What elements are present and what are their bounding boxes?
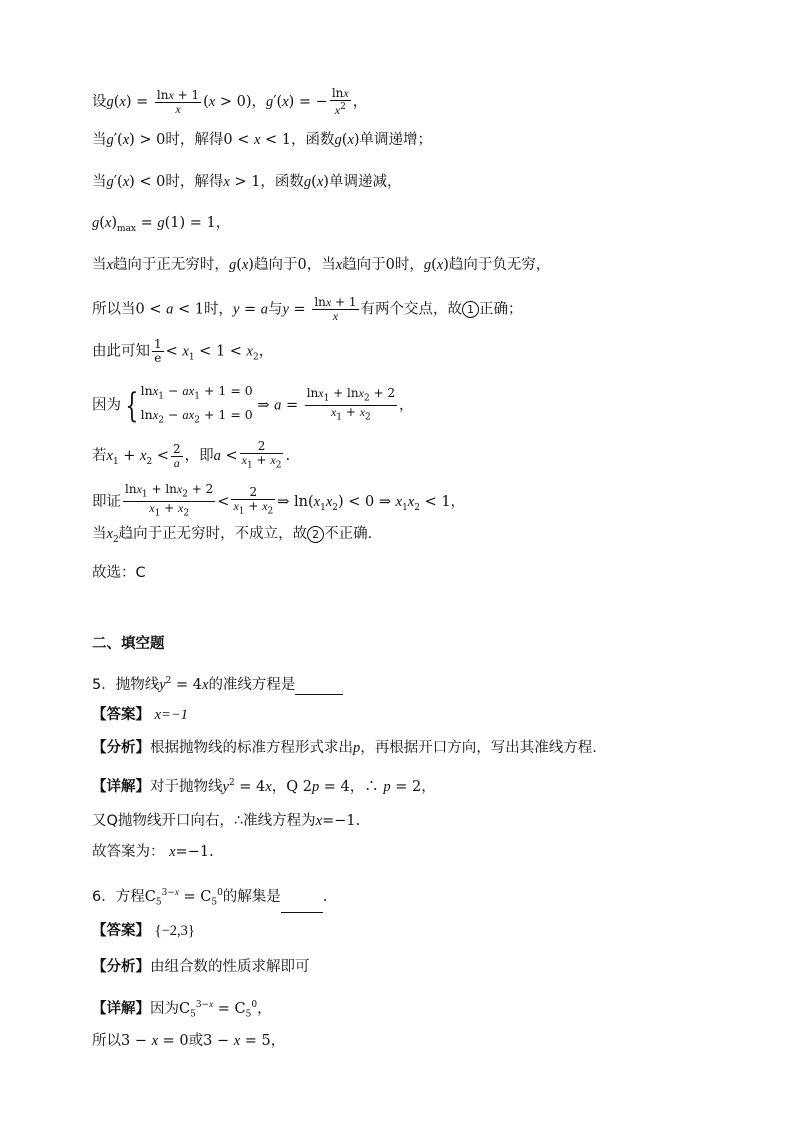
- line-system: 因为 { $\ln x_1 - ax_1 + 1 = 0$ $\ln x_2 - ax_2 + 1 = 0$ ⇒ a = $\frac{\ln x_1 + \ln x_2 + 2}{x_1 + x_2}$ ，: [92, 383, 414, 426]
- section-heading: 二、填空题: [92, 636, 165, 652]
- line-decreasing: 当g′(x) < 0时，解得x > 1，函数g(x)单调递减，: [92, 174, 402, 190]
- line-g-definition: 设g(x) = $\frac{\ln x + 1}{x}$ (x > 0)，g′(x) = − $\frac{\ln x}{x^2}$ ，: [92, 86, 368, 117]
- line-proof: 即证 $\frac{\ln x_1 + \ln x_2 + 2}{x_1 + x_2}$ < $\frac{2}{x_1 + x_2}$ ⇒ $\ln(x_1x_2) < 0$ ⇒ $x_1x_2 < 1$，: [92, 482, 466, 519]
- q6-answer: 【答案】 {−2,3}: [92, 923, 195, 939]
- line-if: 若$x_1 + x_2$ < $\frac{2}{a}$ ，即a < $\frac{2}{x_1 + x_2}$ .: [92, 439, 291, 471]
- line-intersections: 所以当0 < a < 1时，y = a与y = $\frac{\ln x + 1}{x}$ 有两个交点，故 1 正确；: [92, 295, 523, 323]
- q6-cases: 所以3 − x = 0或3 − x = 5，: [92, 1033, 286, 1049]
- q5-opens-right: 又Q抛物线开口向右，∴准线方程为x=−1.: [92, 813, 361, 829]
- q6-detail: 【详解】因为$C_5^{3-x} = C_5^0$，: [92, 999, 272, 1020]
- circled-one-icon: 1: [462, 301, 479, 318]
- q5-detail: 【详解】对于抛物线$y^2 = 4x$，Q 2p = 4，∴ p = 2，: [92, 778, 436, 795]
- answer-blank: [281, 898, 323, 913]
- line-range: 由此可知 $\frac{1}{e}$ < $x_1 < 1 < x_2$，: [92, 337, 274, 365]
- answer-blank: [295, 680, 343, 695]
- line-choice: 故选：C: [92, 565, 146, 581]
- q5-final: 故答案为： x=−1.: [92, 844, 214, 860]
- line-conclusion-two: 当$x_2$趋向于正无穷时，不成立，故 2 不正确.: [92, 526, 373, 545]
- circled-two-icon: 2: [307, 526, 324, 543]
- line-limits: 当x趋向于正无穷时，g(x)趋向于0，当x趋向于0时，g(x)趋向于负无穷，: [92, 257, 551, 273]
- q6-analysis: 【分析】由组合数的性质求解即可: [92, 959, 310, 975]
- line-gmax: $g(x)_{max} = g(1) = 1$，: [92, 215, 231, 234]
- q6-question: 6．方程$C_5^{3-x} = C_5^0$的解集是 .: [92, 882, 327, 913]
- q5-question: 5．抛物线$y^2 = 4x$的准线方程是: [92, 671, 343, 695]
- line-increasing: 当g′(x) > 0时，解得0 < x < 1，函数g(x)单调递增；: [92, 132, 433, 148]
- q5-analysis: 【分析】根据抛物线的标准方程形式求出p，再根据开口方向，写出其准线方程.: [92, 740, 597, 756]
- q5-answer: 【答案】 x=−1: [92, 707, 188, 723]
